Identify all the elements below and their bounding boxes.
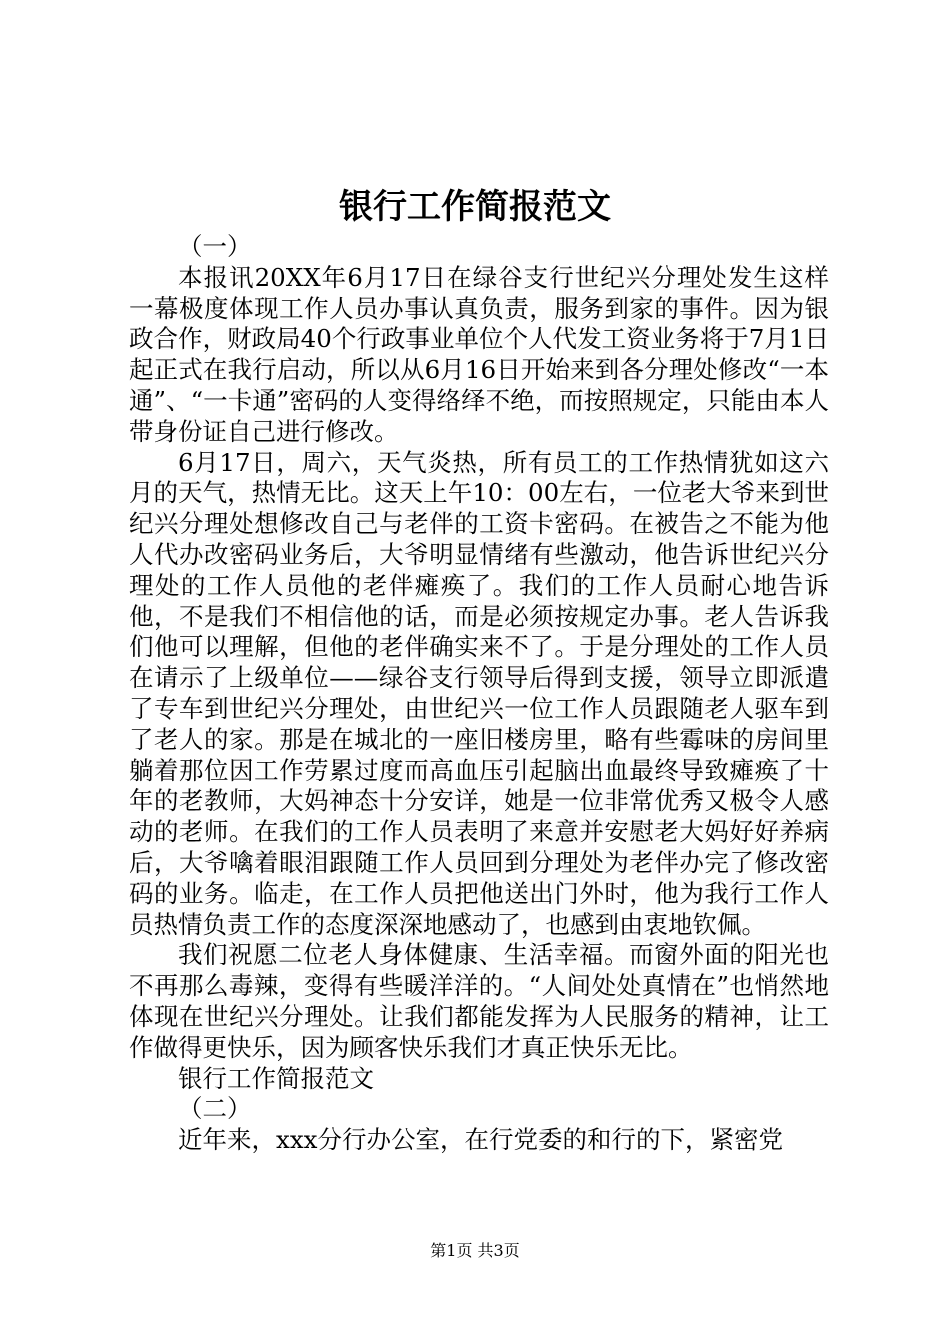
paragraph-closing: 我们祝愿二位老人身体健康、生活幸福。而窗外面的阳光也不再那么毒辣，变得有些暖洋洋的。“人间处处真情在”也悄然地体现在世纪兴分理处。让我们都能发挥为人民服务的精神，让工作做得更快乐，因为顾客快乐我们才真正快乐无比。 <box>129 940 829 1062</box>
paragraph-intro: 本报讯20XX年6月17日在绿谷支行世纪兴分理处发生这样一幕极度体现工作人员办事认真负责，服务到家的事件。因为银政合作，财政局40个行政事业单位个人代发工资业务将于7月1日起正式在我行启动，所以从6月16日开始来到各分理处修改“一本通”、“一卡通”密码的人变得络绎不绝，而按照规定，只能由本人带身份证自己进行修改。 <box>129 262 829 446</box>
document-body <box>129 232 829 1156</box>
section-marker-one: （一） <box>178 232 252 261</box>
paragraph-section-two: 近年来，xxx分行办公室，在行党委的和行的下，紧密党 <box>178 1125 783 1155</box>
document-title: 银行工作简报范文 <box>339 187 611 227</box>
section-marker-two: （二） <box>178 1094 252 1124</box>
subtitle-repeat: 银行工作简报范文 <box>178 1063 374 1093</box>
page-number-footer: 第1页 共3页 <box>430 1241 520 1260</box>
paragraph-story: 6月17日，周六，天气炎热，所有员工的工作热情犹如这六月的天气，热情无比。这天上午10：00左右，一位老大爷来到世纪兴分理处想修改自己与老伴的工资卡密码。在被告之不能为他人代办改密码业务后，大爷明显情绪有些激动，他告诉世纪兴分理处的工作人员他的老伴瘫痪了。我们的工作人员耐心地告诉他，不是我们不相信他的话，而是必须按规定办事。老人告诉我们他可以理解，但他的老伴确实来不了。于是分理处的工作人员在请示了上级单位——绿谷支行领导后得到支援，领导立即派遣了专车到世纪兴分理处，由世纪兴一位工作人员跟随老人驱车到了老人的家。那是在城北的一座旧楼房里，略有些霉味的房间里躺着那位因工作劳累过度而高血压引起脑出血最终导致瘫痪了十年的老教师，大妈神态十分安详，她是一位非常优秀又极令人感动的老师。在我们的工作人员表明了来意并安慰老大妈好好养病后，大爷噙着眼泪跟随工作人员回到分理处为老伴办完了修改密码的业务。临走，在工作人员把他送出门外时，他为我行工作人员热情负责工作的态度深深地感动了，也感到由衷地钦佩。 <box>129 447 829 939</box>
